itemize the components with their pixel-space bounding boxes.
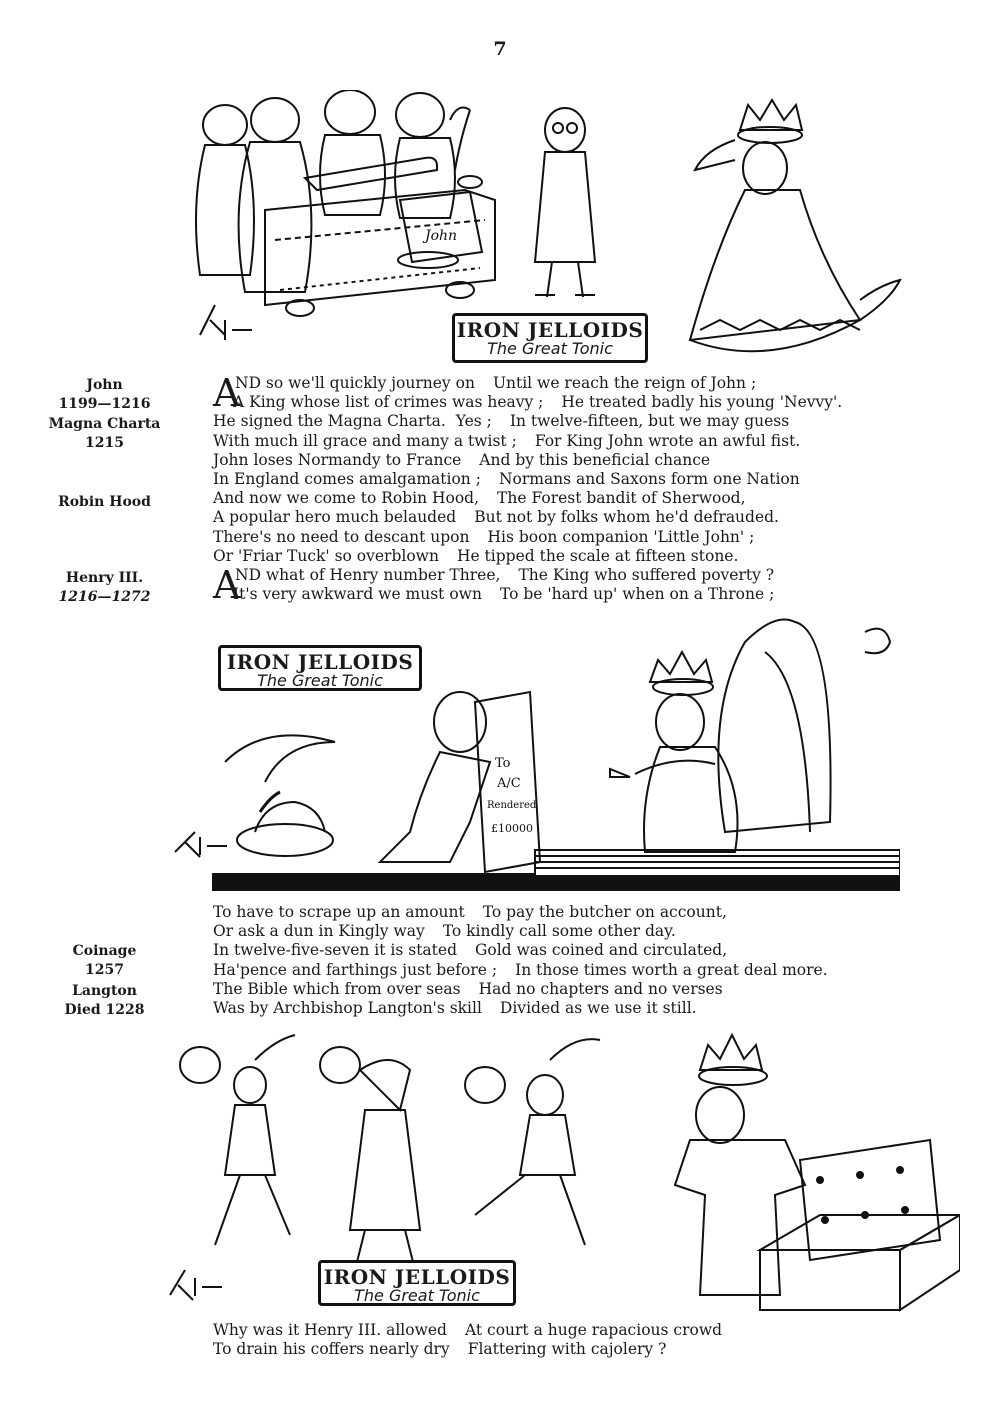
margin-note-magna-charta: Magna Charta 1215	[48, 416, 161, 451]
verse-line: A popular hero much belauded But not by folks whom he'd defrauded.	[213, 508, 779, 527]
brand-badge-2	[218, 645, 422, 691]
verse-line: In twelve-five-seven it is stated Gold was coined and circulated,	[213, 941, 728, 960]
margin-note-robin-hood: Robin Hood	[58, 494, 151, 510]
illustration-magna-charta	[180, 90, 910, 370]
verse-line: With much ill grace and many a twist ; For King John wrote an awful fist.	[213, 431, 801, 450]
svg-text:John: John	[425, 228, 458, 244]
brand-name: IRON JELLOIDS	[323, 1265, 511, 1289]
verse-line: The Bible which from over seas Had no chapters and no verses	[213, 979, 723, 998]
brand-tagline: The Great Tonic	[354, 1286, 480, 1305]
verse-line: A ND what of Henry number Three, The King who suffered poverty ?	[213, 562, 775, 607]
verse-line: To have to scrape up an amount To pay the butcher on account,	[213, 903, 727, 921]
illustration-coffers	[160, 1030, 960, 1315]
verse-block-2	[213, 903, 828, 1018]
verse-block-3	[213, 1321, 722, 1359]
brand-tagline: The Great Tonic	[257, 671, 383, 690]
verse-line: A King whose list of crimes was heavy ; He treated badly his young 'Nevvy'.	[233, 393, 843, 412]
scroll-line-3: Rendered	[487, 800, 537, 811]
margin-note-henry-iii: Henry III. 1216—1272	[58, 570, 151, 605]
scroll-line-2: A/C	[497, 776, 521, 791]
margin-note-coinage: Coinage 1257	[72, 943, 137, 978]
verse-line: And now we come to Robin Hood, The Forest bandit of Sherwood,	[213, 489, 746, 508]
verse-line: It's very awkward we must own To be 'hard up' when on a Throne ;	[233, 585, 775, 604]
scroll-line-4: £10000	[491, 822, 533, 835]
scroll-line-1: To	[495, 756, 511, 771]
verse-line: Was by Archbishop Langton's skill Divided as we use it still.	[213, 998, 697, 1017]
brand-name: IRON JELLOIDS	[456, 318, 644, 342]
verse-line: John loses Normandy to France And by this beneficial chance	[213, 450, 711, 469]
verse-line: To drain his coffers nearly dry Flattering with cajolery ?	[213, 1340, 667, 1359]
margin-note-langton: Langton Died 1228	[64, 983, 145, 1018]
brand-tagline: The Great Tonic	[487, 339, 613, 358]
verse-line: There's no need to descant upon His boon companion 'Little John' ;	[213, 527, 755, 546]
verse-line: Why was it Henry III. allowed At court a huge rapacious crowd	[213, 1321, 723, 1339]
verse-line: He signed the Magna Charta. Yes ; In twelve-fifteen, but we may guess	[213, 412, 790, 431]
brand-name: IRON JELLOIDS	[226, 650, 414, 674]
verse-line: Or 'Friar Tuck' so overblown He tipped the scale at fifteen stone.	[213, 546, 739, 565]
verse-line: Or ask a dun in Kingly way To kindly call some other day.	[213, 922, 676, 941]
verse-block-1	[213, 371, 843, 607]
margin-note-john: John 1199—1216	[58, 377, 151, 412]
coffers-drawing	[160, 1030, 960, 1315]
illustration-henry-account	[165, 612, 900, 896]
brand-badge-3	[318, 1260, 516, 1306]
verse-line: In England comes amalgamation ; Normans and Saxons form one Nation	[213, 469, 800, 488]
page-number: 7	[493, 38, 507, 60]
verse-line: A ND so we'll quickly journey on Until we reach the reign of John ;	[213, 371, 757, 415]
brand-badge-1	[452, 313, 648, 363]
verse-line: Ha'pence and farthings just before ; In those times worth a great deal more.	[213, 960, 828, 979]
